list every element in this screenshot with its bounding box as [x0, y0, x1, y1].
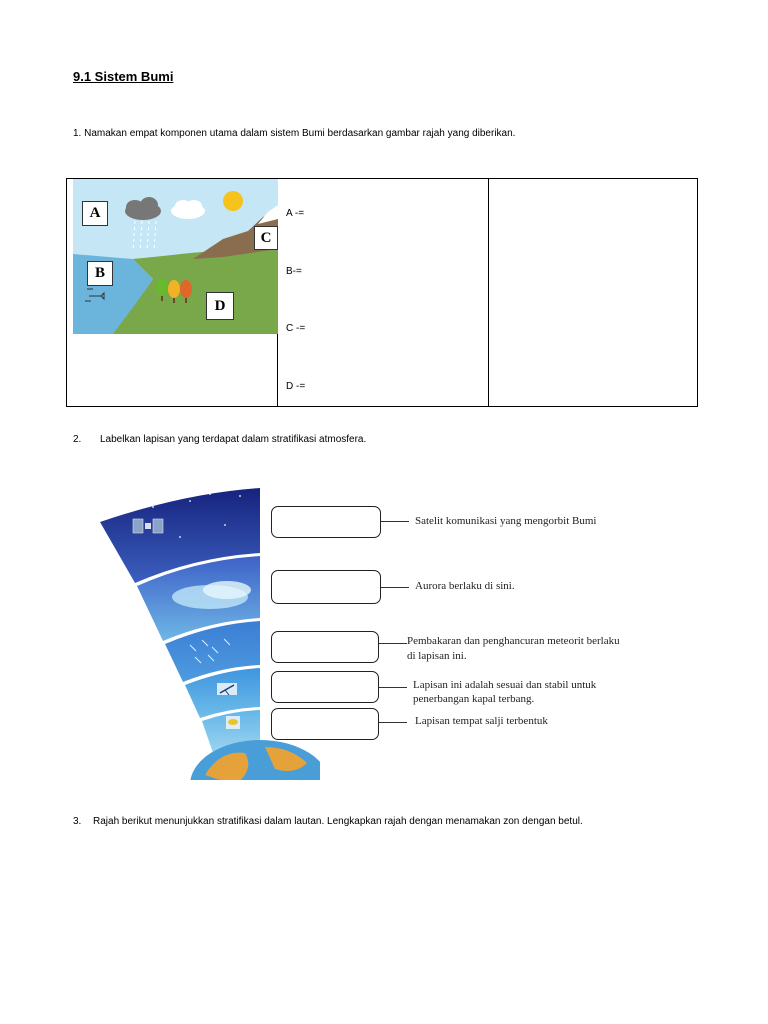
- label-b: B: [87, 261, 113, 286]
- question-body: Rajah berikut menunjukkan stratifikasi dalam lautan. Lengkapkan rajah dengan menamakan zon dengan betul.: [93, 816, 583, 827]
- answer-box-2[interactable]: [271, 570, 381, 604]
- trees-icon: [156, 278, 192, 303]
- answer-box-3[interactable]: [271, 631, 379, 663]
- answer-box-1[interactable]: [271, 506, 381, 538]
- earth-icon: [190, 740, 320, 780]
- airplane-icon: [217, 683, 237, 695]
- question-3-text: [73, 816, 583, 827]
- description-meteor-line2: di lapisan ini.: [407, 650, 467, 662]
- question-1-table: [66, 178, 698, 407]
- table-divider: [488, 179, 489, 406]
- answer-box-5[interactable]: [271, 708, 379, 740]
- question-body: Labelkan lapisan yang terdapat dalam stratifikasi atmosfera.: [100, 434, 367, 445]
- answer-d: D -=: [286, 381, 306, 392]
- question-1-text: 1. Namakan empat komponen utama dalam sistem Bumi berdasarkan gambar rajah yang diberikan.: [73, 128, 516, 139]
- answer-box-4[interactable]: [271, 671, 379, 703]
- connector-line: [381, 587, 409, 588]
- question-number: 2.: [73, 434, 82, 445]
- description-satellite: Satelit komunikasi yang mengorbit Bumi: [415, 515, 597, 527]
- connector-line: [379, 687, 407, 688]
- description-snow: Lapisan tempat salji terbentuk: [415, 715, 548, 727]
- connector-line: [379, 722, 407, 723]
- answer-c: C -=: [286, 323, 306, 334]
- description-meteor-line1: Pembakaran dan penghancuran meteorit berlaku: [407, 635, 620, 647]
- cloud-icon: [226, 716, 240, 729]
- connector-line: [381, 521, 409, 522]
- question-number: 3.: [73, 816, 82, 827]
- label-d: D: [206, 292, 234, 320]
- description-aurora: Aurora berlaku di sini.: [415, 580, 515, 592]
- description-airplane-line1: Lapisan ini adalah sesuai dan stabil untuk: [413, 679, 597, 691]
- label-a: A: [82, 201, 108, 226]
- label-c: C: [254, 226, 278, 250]
- answer-a: A -=: [286, 208, 305, 219]
- section-title: 9.1 Sistem Bumi: [73, 69, 174, 84]
- answer-b: B-=: [286, 266, 302, 277]
- question-2-text: [73, 434, 366, 445]
- connector-line: [379, 643, 407, 644]
- description-airplane-line2: penerbangan kapal terbang.: [413, 693, 535, 705]
